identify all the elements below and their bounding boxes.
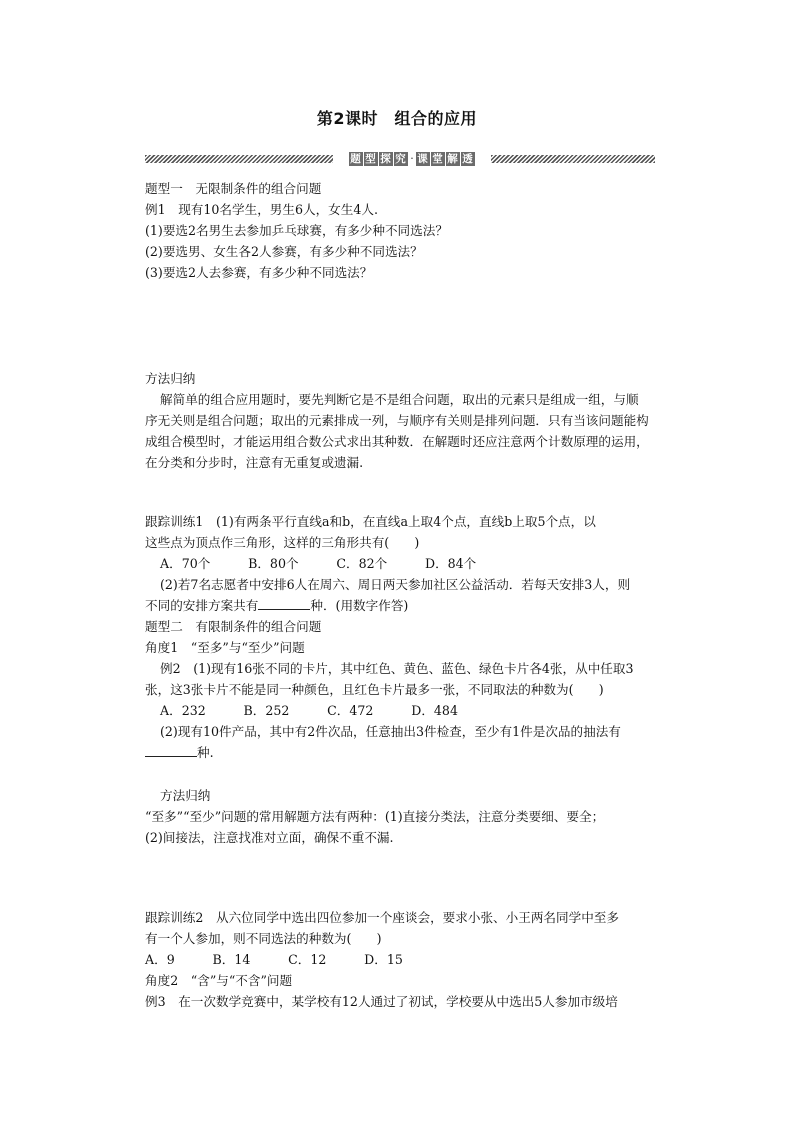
banner-stripe-left: [145, 155, 333, 163]
banner-chip: 题: [350, 153, 361, 165]
banner-separator: ·: [410, 152, 414, 165]
example-2-q2: (2)现有10件产品，其中有2件次品，任意抽出3件检查，至少有1件是次品的抽法有: [160, 724, 621, 739]
example-1-q3: (3)要选2人去参赛，有多少种不同选法？: [145, 265, 373, 280]
practice-1-q2: (2)若7名志愿者中安排6人在周六、周日两天参加社区公益活动．若每天安排3人，则: [160, 577, 631, 592]
angle-2-heading: 角度2 “含”与“不含”问题: [145, 973, 293, 988]
practice-2-question-cont: 有一个人参加，则不同选法的种数为( ): [145, 931, 382, 946]
example-2-q1-cont: 张，这3张卡片不能是同一种颜色，且红色卡片最多一张，不同取法的种数为( ): [145, 682, 604, 697]
practice-1-options: A．70个 B．80个 C．82个 D．84个: [160, 556, 477, 571]
banner-chip: 堂: [432, 153, 443, 165]
practice-1-q2-cont: [145, 597, 408, 615]
page-title: 第2课时 组合的应用: [316, 109, 478, 128]
method-summary-heading: 方法归纳: [145, 371, 196, 386]
banner-stripe-right: [491, 155, 655, 163]
banner-chip: 课: [417, 153, 428, 165]
method-summary-text: 成组合模型时，才能运用组合数公式求出其种数．在解题时还应注意两个计数原理的运用，: [145, 434, 649, 449]
section-banner: [145, 152, 655, 166]
method-summary-text: 在分类和分步时，注意有无重复或遗漏.: [145, 455, 364, 470]
section-heading-type-2: 题型二 有限制条件的组合问题: [145, 619, 322, 634]
example-2-q2-suffix: 种.: [197, 745, 214, 760]
banner-chip: 型: [365, 153, 376, 165]
method-summary-text: “至多”“至少”问题的常用解题方法有两种：(1)直接分类法，注意分类要细、要全；: [145, 809, 605, 824]
practice-1-q2-text: 不同的安排方案共有: [145, 598, 259, 613]
method-summary-heading: 方法归纳: [160, 788, 211, 803]
section-heading-type-1: 题型一 无限制条件的组合问题: [145, 181, 322, 196]
example-2-q1: 例2 (1)现有16张不同的卡片，其中红色、黄色、蓝色、绿色卡片各4张，从中任取3: [160, 661, 634, 676]
method-summary-text: (2)间接法，注意找准对立面，确保不重不漏.: [145, 830, 394, 845]
practice-1-q2-suffix: 种．(用数字作答): [310, 598, 409, 613]
method-summary-text: 解简单的组合应用题时，要先判断它是不是组合问题，取出的元素只是组成一组，与顺: [160, 392, 639, 407]
example-2-options: A．232 B．252 C．472 D．484: [160, 703, 458, 718]
banner-tag: [334, 152, 490, 166]
practice-2-question: 跟踪训练2 从六位同学中选出四位参加一个座谈会，要求小张、小王两名同学中至多: [145, 910, 619, 925]
method-summary-text: 序无关则是组合问题；取出的元素排成一列，与顺序有关则是排列问题．只有当该问题能构: [145, 413, 649, 428]
example-1-q2: (2)要选男、女生各2人参赛，有多少种不同选法？: [145, 244, 423, 259]
example-3-intro: 例3 在一次数学竞赛中，某学校有12人通过了初试，学校要从中选出5人参加市级培: [145, 994, 618, 1009]
banner-chip: 解: [447, 153, 458, 165]
practice-2-options: A．9 B．14 C．12 D．15: [145, 952, 403, 967]
example-1-intro: 例1 现有10名学生，男生6人，女生4人.: [145, 202, 378, 217]
example-1-q1: (1)要选2名男生去参加乒乓球赛，有多少种不同选法？: [145, 223, 448, 238]
banner-chip: 究: [395, 153, 406, 165]
example-2-q2-cont: [145, 744, 214, 762]
banner-chip: 探: [380, 153, 391, 165]
practice-1-q1-cont: 这些点为顶点作三角形，这样的三角形共有( ): [145, 535, 420, 550]
banner-chip: 透: [462, 153, 473, 165]
answer-blank[interactable]: [145, 744, 197, 757]
practice-1-q1: 跟踪训练1 (1)有两条平行直线a和b，在直线a上取4个点，直线b上取5个点，以: [145, 514, 596, 529]
answer-blank[interactable]: [258, 597, 310, 610]
angle-1-heading: 角度1 “至多”与“至少”问题: [145, 640, 305, 655]
